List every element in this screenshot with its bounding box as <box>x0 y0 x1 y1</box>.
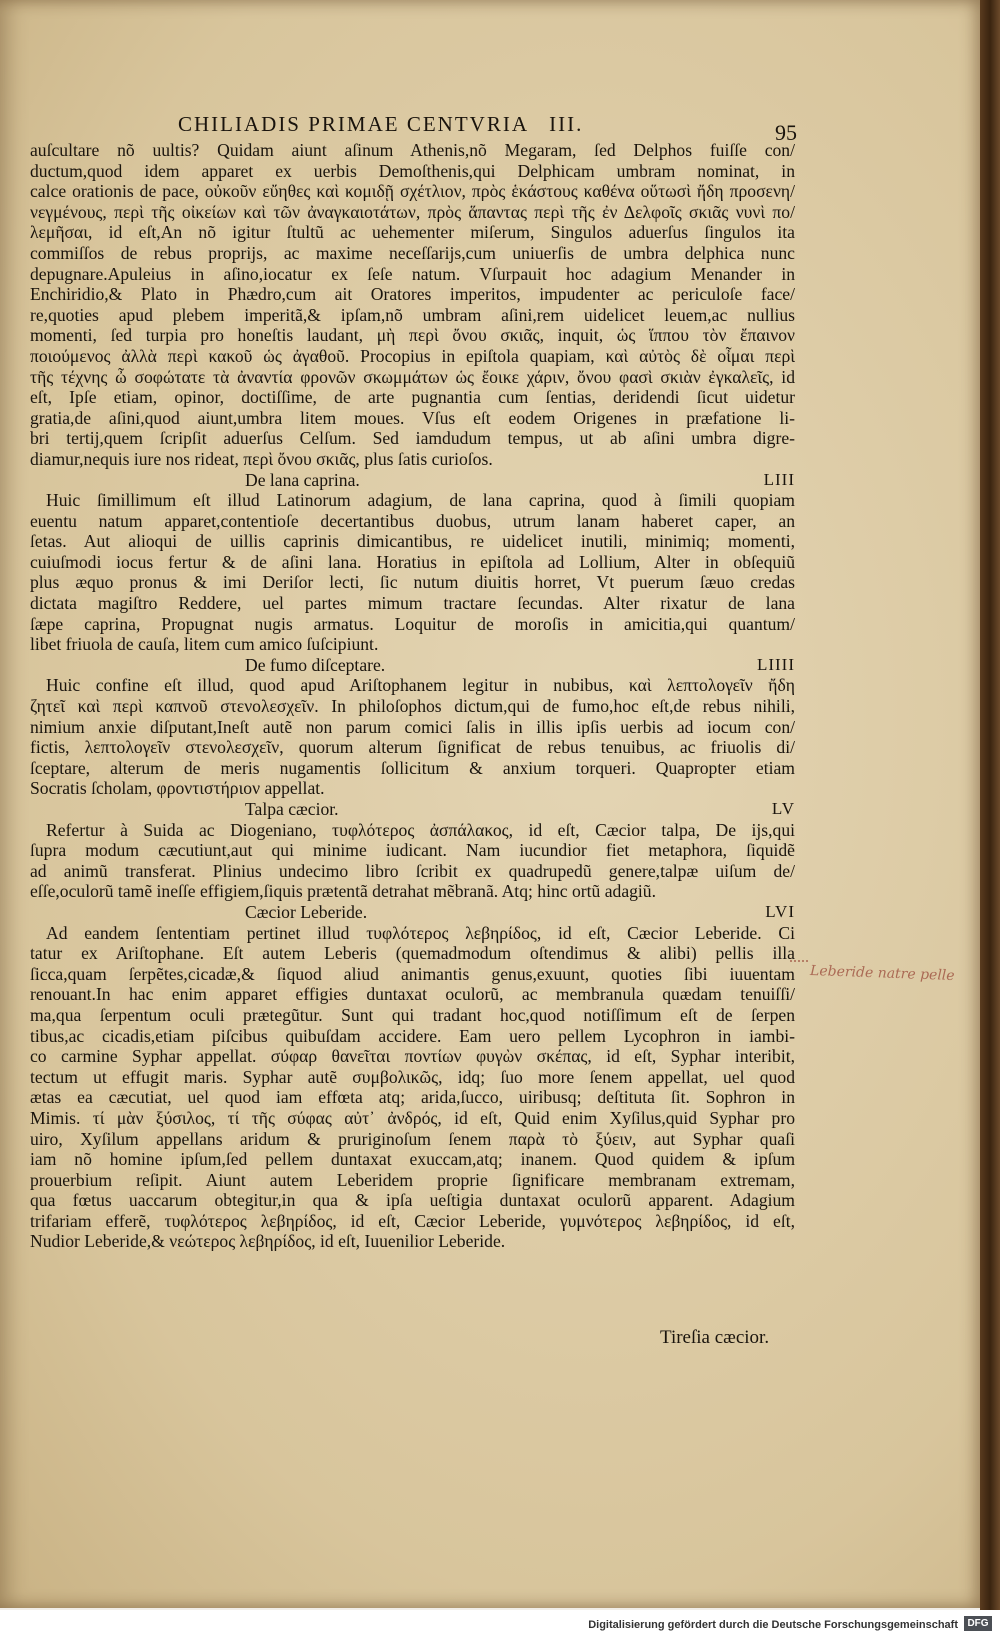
book-edge <box>980 0 1000 1610</box>
text-line: co carmine Syphar appellat. σύφαρ θανεῖται ποντίων φυγὼν σκέπας, id eſt, Syphar interibit, <box>30 1046 795 1067</box>
adage-number: LV <box>771 799 795 818</box>
text-line: diamur,nequis iure nos rideat, περὶ ὄνου σκιᾶς, plus ſatis curioſos. <box>30 448 493 469</box>
text-line: Ad eandem ſententiam pertinet illud τυφλότερος λεβηρίδος, id eſt, Cæcior Leberide. Ci <box>46 922 795 943</box>
text-block <box>30 140 795 1252</box>
running-title: CHILIADIS PRIMAE CENTVRIA <box>178 112 528 136</box>
text-line: ma,qua ſerpentum oculi prætegũtur. Sunt qui tradant hoc,quod notiſſimum eſt de ſerpen <box>30 1004 795 1025</box>
text-line: Refertur à Suida ac Diogeniano, τυφλότερος ἀσπάλακος, id eſt, Cæcior talpa, De ijs,qui <box>46 819 795 840</box>
text-line: qua fœtus uaccarum obtegitur,in qua & ipſa ueſtigia duntaxat oculorũ apparent. Adagium <box>30 1190 795 1211</box>
text-line: euentu natum apparet,contentioſe decertantibus duobus, utrum lanam haberet caper, an <box>30 510 795 531</box>
text-line: τῆς τέχνης ὦ σοφώτατε τὰ ἀναντία φρονῶν σκωμμάτων ὡς ἔοικε χάριν, ὄνου φασὶ σκιὰν ἐγκαλεῖς, id <box>30 366 795 387</box>
adage-title: De lana caprina. <box>245 469 360 490</box>
text-line: ποιούμενος ἀλλὰ περὶ κακοῦ ὡς ἀγαθοῦ. Procopius in epiſtola quapiam, καὶ αὐτὸς δὲ οἶμαι περὶ <box>30 345 795 366</box>
text-line: auſcultare nõ uultis? Quidam aiunt aſinum Athenis,nõ Megaram, ſed Delphos fuiſſe con/ <box>30 140 795 160</box>
text-line: ad animũ transferat. Plinius undecimo libro ſcribit ex quadrupedũ genere,talpæ uiſum de/ <box>30 860 795 881</box>
text-line: Huic ſimillimum eſt illud Latinorum adagium, de lana caprina, quod à ſimili quopiam <box>46 490 795 511</box>
text-line: plus æquo pronus & imi Deriſor lecti, ſic nutum diuitis horret, Vt puerum ſæuo credas <box>30 572 795 593</box>
text-line: calce orationis de pace, οὐκοῦν εὔηθες καὶ κομιδῇ σχέτλιον, πρὸς ἑκάστους καθένα οὕτωσὶ ἤδη προσενη/ <box>30 181 795 202</box>
text-line: tibus,ac cicadis,etiam piſcibus quibuſdam accidere. Eam uero pellem Lycophron in iambi- <box>30 1025 795 1046</box>
body-lines <box>30 140 795 470</box>
text-line: Huic confine eſt illud, quod apud Ariſtophanem legitur in nubibus, καὶ λεπτολογεῖν ἤδη <box>46 675 795 696</box>
footer-credit: Digitalisierung gefördert durch die Deutsche Forschungsgemeinschaft <box>588 1619 958 1631</box>
text-line: cuiuſmodi iocus fertur & de aſini lana. Horatius in epiſtola ad Lollium, Alter in obſequiũ <box>30 551 795 572</box>
text-line: ſæpe caprina, Propugnat nugis armatus. Loquitur de moroſis in amicitia,qui quantum/ <box>30 613 795 634</box>
adage-heading <box>30 902 795 923</box>
text-line: commiſſos de rebus proprijs, ac maxime neceſſarijs,cum uniuerſis de umbra delphica nunc <box>30 242 795 263</box>
text-line: tectum ut effugit maris. Syphar autẽ συμβολικῶς, idq; ſuo more ſenem appellat, uel quod <box>30 1066 795 1087</box>
adage-title: De fumo diſceptare. <box>245 654 386 675</box>
running-header <box>178 112 878 137</box>
text-line: prouerbium reſipit. Aiunt autem Leberidem proprie ſignificare membranam extremam, <box>30 1169 795 1190</box>
catchword: Tireſia cæcior. <box>660 1327 770 1348</box>
page-number: 95 <box>775 120 797 145</box>
adage-number: LVI <box>765 901 795 921</box>
adage-heading <box>30 470 795 491</box>
text-line: depugnare.Apuleius in aſino,iocatur ex ſeſe natum. Vſurpauit hoc adagium Menander in <box>30 263 795 284</box>
text-line: bri tertij,quem ſcripſit aduerſus Celſum. Sed iamdudum tempus, ut ab aſini umbra digre- <box>30 428 795 449</box>
adage-heading <box>30 799 795 820</box>
text-line: Enchiridio,& Plato in Phædro,cum ait Oratores imperitos, impudenter ac periculoſe face/ <box>30 284 795 305</box>
text-line: ductum,quod idem apparet ex uerbis Demoſthenis,qui Delphicam umbram nominat, in <box>30 160 795 181</box>
text-line: gratia,de aſini,quod aiunt,umbra litem moues. Vſus eſt eodem Origenes in præfatione li- <box>30 407 795 428</box>
text-line: ſceptare, alterum de meris nugamentis ſollicitum & anxium torqueri. Quapropter etiam <box>30 757 795 778</box>
adage-number: LIII <box>763 469 795 489</box>
section-number: III. <box>549 112 584 136</box>
text-line: Mimis. τί μὰν ξύσιλος, τί τῆς σύφας αὐτ᾽ ἀνδρός, id eſt, Quid enim Xyſilus,quid Syphar pro <box>30 1107 795 1128</box>
sections <box>30 470 795 1253</box>
text-line: ſetas. Aut alioqui de uillis caprinis dimicantibus, re uidelicet inutili, minimiq; momenti, <box>30 531 795 552</box>
text-line: eſſe,oculorũ tamẽ ineſſe effigiem,ſiquis prætentã detrahat mẽbranã. Atq; hinc ortũ adagiũ. <box>30 881 657 902</box>
text-line: ζητεῖ καὶ περὶ καπνοῦ στενολεσχεῖν. In philoſophos dictum,qui de fumo,hoc eſt,de rebus nihili, <box>30 696 795 717</box>
margin-note: Leberide natre pelle <box>809 962 955 984</box>
text-line: Nudior Leberide,& νεώτερος λεβηρίδος, id eſt, Iuuenilior Leberide. <box>30 1231 506 1252</box>
adage-title: Cæcior Leberide. <box>245 901 368 922</box>
text-line: λεμῆσαι, id eſt,An nõ igitur ſtultũ ac uehementer miſerum, Singulos aduerſus ſingulos ita <box>30 222 795 243</box>
text-line: dictata magiſtro Reddere, uel partes mimum tractare ſecundas. Alter rixatur de lana <box>30 593 795 614</box>
text-line: libet friuola de cauſa, litem cum amico ſuſcipiunt. <box>30 634 379 655</box>
text-line: momenti, ſed turpia pro honeſtis laudant, μὴ περὶ ὄνου σκιᾶς, inquit, ὡς ἵππου τὸν ἔπαινον <box>30 325 795 346</box>
text-line: trifariam efferẽ, τυφλότερος λεβηρίδος, id eſt, Cæcior Leberide, γυμνότερος λεβηρίδος, id eſt, <box>30 1210 795 1231</box>
text-line: re,quoties apud plebem imperitã,& ipſam,nõ umbram aſini,rem uidelicet leuem,ac nullius <box>30 304 795 325</box>
text-line: renouant.In hac enim apparet effigies duntaxat oculorũ, ac membranula quædam tenuiſſi/ <box>30 984 795 1005</box>
text-line: iam nõ homine ipſum,ſed pellem duntaxat exuccam,atq; inanem. Quod quidem & ipſum <box>30 1149 795 1170</box>
text-line: fictis, λεπτολογεῖν στενολεσχεῖν, quorum alterum ſignificat de rebus tenuibus, ac friuolis di/ <box>30 737 795 758</box>
text-line: uiro, Xyſilum appellans aridum & pruriginoſum ſenem παρὰ τὸ ξύειν, aut Syphar quaſi <box>30 1128 795 1149</box>
adage-heading <box>30 655 795 676</box>
dfg-logo: DFG <box>964 1616 992 1631</box>
text-line: nimium anxie diſputant,Ineſt autẽ non parum comici ſalis in illis ipſis uerbis ad iocum con/ <box>30 716 795 737</box>
text-line: Socratis ſcholam, φροντιστήριον appellat. <box>30 778 325 799</box>
text-line: eſt, Ipſe etiam, opinor, doctiſſime, de arte pugnantia cum ſentias, deridendi ſicut uidetur <box>30 387 795 408</box>
text-line: ſupra modum cæcutiunt,aut qui minime iudicant. Nam iucundior fiet metaphora, ſiquidẽ <box>30 840 795 861</box>
margin-bracket-mark <box>790 940 808 962</box>
text-line: νεγμένους, περὶ τῆς οἰκείων καὶ τῶν ἀναγκαιοτάτων, πρὸς ἅπαντας περὶ τῆς ἐν Δελφοῖς σκιᾶς νυνὶ πο/ <box>30 201 795 222</box>
text-line: tatur ex Ariſtophane. Eſt autem Leberis (quemadmodum oſtendimus & alibi) pellis illa <box>30 943 795 964</box>
adage-number: LIIII <box>756 654 795 674</box>
text-line: ætas ea cæcutiat, uel quod iam effœta atq; arida,ſucco, uiribusq; deſtituta ſit. Sophron in <box>30 1087 795 1108</box>
text-line: ſicca,quam ſerpẽtes,cicadæ,& ſiquod aliud animantis genus,exuunt, quoties ſibi iuuentam <box>30 963 795 984</box>
adage-title: Talpa cæcior. <box>245 799 339 819</box>
